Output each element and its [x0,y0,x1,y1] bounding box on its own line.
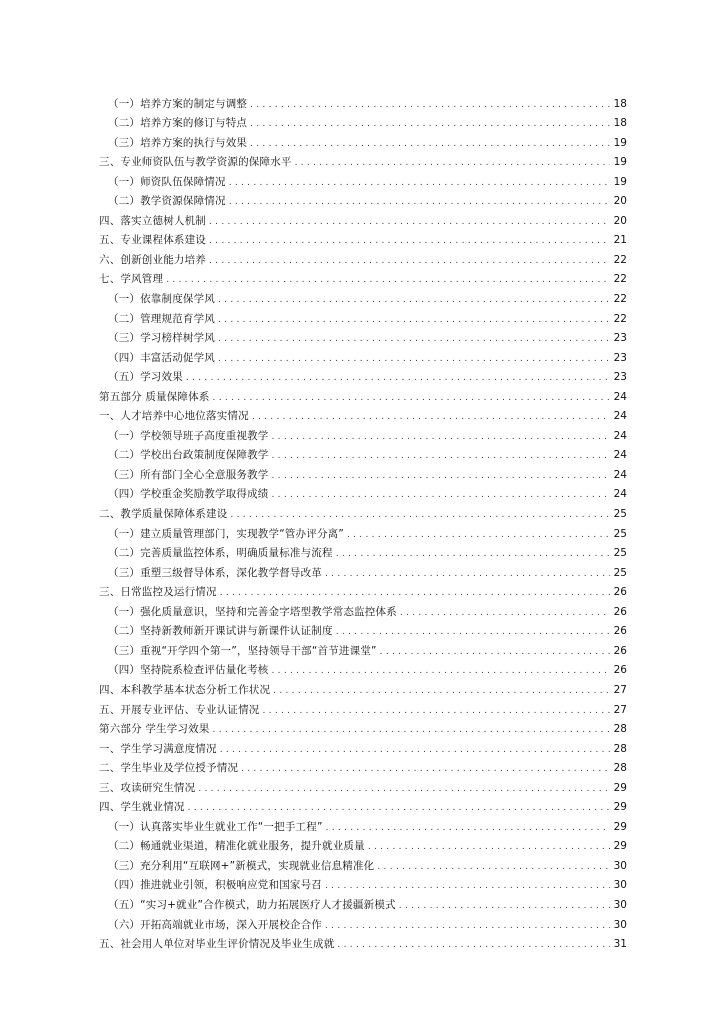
toc-entry[interactable] [99,305,627,325]
toc-entry[interactable] [99,344,627,364]
toc-leader-dots [209,236,610,246]
toc-leader-dots [186,373,610,383]
toc-leader-dots [220,588,610,598]
toc-leader-dots [377,862,610,872]
toc-entry-page-number: 22 [613,312,627,325]
toc-entry-page-number: 26 [613,625,627,638]
toc-entry-title: 五、专业课程体系建设 [99,234,206,247]
toc-entry-title: 三、攻读研究生情况 [99,781,196,794]
toc-entry-title: （三）学习榜样树学风 [108,332,215,345]
toc-entry-page-number: 22 [613,293,627,306]
toc-entry-page-number: 28 [613,723,627,736]
toc-entry[interactable] [99,442,627,462]
toc-entry-title: （三）培养方案的执行与效果 [108,136,248,149]
toc-entry-title: 第六部分 学生学习效果 [99,723,210,736]
toc-leader-dots [380,647,610,657]
toc-entry-title: （二）学校出台政策制度保障教学 [108,449,269,462]
toc-entry-title: （二）坚持新教师新开课试讲与新课件认证制度 [108,625,333,638]
toc-leader-dots [218,354,610,364]
toc-entry-page-number: 22 [613,253,627,266]
toc-entry[interactable] [99,540,627,560]
toc-entry-page-number: 18 [613,97,627,110]
toc-entry[interactable] [99,676,627,696]
toc-entry[interactable] [99,813,627,833]
toc-leader-dots [368,842,610,852]
toc-leader-dots [325,921,610,931]
toc-leader-dots [166,275,610,285]
toc-entry[interactable] [99,598,627,618]
toc-entry-page-number: 24 [613,449,627,462]
toc-entry[interactable] [99,500,627,520]
toc-leader-dots [295,158,610,168]
toc-entry-page-number: 24 [613,468,627,481]
toc-entry-title: （二）完善质量监控体系，明确质量标准与流程 [108,547,333,560]
toc-entry-title: 五、社会用人单位对毕业生评价情况及毕业生成就 [99,938,335,951]
toc-entry-page-number: 20 [613,214,627,227]
toc-entry-page-number: 19 [613,136,627,149]
toc-leader-dots [250,119,610,129]
toc-leader-dots [209,217,610,227]
toc-entry-title: （四）学校重金奖励教学取得成绩 [108,488,269,501]
toc-leader-dots [213,725,610,735]
toc-entry[interactable] [99,207,627,227]
toc-entry-title: 三、日常监控及运行情况 [99,586,217,599]
toc-leader-dots [213,393,610,403]
toc-entry-title: （四）丰富活动促学风 [108,351,215,364]
toc-entry-page-number: 25 [613,508,627,521]
toc-leader-dots [250,139,610,149]
toc-entry[interactable] [99,911,627,931]
toc-entry-page-number: 21 [613,234,627,247]
toc-entry-title: 五、开展专业评估、专业认证情况 [99,703,260,716]
toc-entry-page-number: 26 [613,586,627,599]
toc-entry[interactable] [99,325,627,345]
toc-leader-dots [241,764,610,774]
toc-entry-page-number: 22 [613,273,627,286]
toc-entry[interactable] [99,90,627,110]
toc-leader-dots [188,803,610,813]
toc-leader-dots [337,940,610,950]
toc-leader-dots [272,471,611,481]
toc-leader-dots [229,197,610,207]
toc-leader-dots [218,295,610,305]
toc-entry-title: （二）培养方案的修订与特点 [108,117,248,130]
toc-entry-page-number: 19 [613,156,627,169]
toc-leader-dots [336,549,610,559]
toc-entry[interactable] [99,481,627,501]
toc-entry-page-number: 23 [613,351,627,364]
toc-entry-page-number: 30 [613,859,627,872]
toc-entry[interactable] [99,657,627,677]
toc-entry-title: 六、创新创业能力培养 [99,253,206,266]
toc-entry-title: （六）开拓高端就业市场，深入开展校企合作 [108,918,322,931]
toc-entry[interactable] [99,383,627,403]
toc-entry[interactable] [99,833,627,853]
toc-leader-dots [400,608,610,618]
toc-leader-dots [220,745,610,755]
toc-entry[interactable] [99,168,627,188]
toc-entry[interactable] [99,872,627,892]
toc-entry-title: （一）培养方案的制定与调整 [108,97,248,110]
toc-entry-page-number: 18 [613,117,627,130]
toc-entry[interactable] [99,774,627,794]
toc-entry-page-number: 26 [613,664,627,677]
toc-entry-page-number: 25 [613,527,627,540]
toc-leader-dots [272,451,611,461]
toc-entry[interactable] [99,461,627,481]
toc-leader-dots [325,881,610,891]
toc-entry[interactable] [99,637,627,657]
toc-leader-dots [218,315,610,325]
toc-leader-dots [229,178,610,188]
toc-entry-title: 一、学生学习满意度情况 [99,742,217,755]
toc-entry-title: 四、本科教学基本状态分析工作状况 [99,683,271,696]
toc-entry[interactable] [99,129,627,149]
toc-leader-dots [273,686,610,696]
toc-leader-dots [250,100,610,110]
toc-entry-title: （一）师资队伍保障情况 [108,175,226,188]
toc-entry-page-number: 24 [613,488,627,501]
toc-entry-page-number: 30 [613,898,627,911]
toc-entry[interactable] [99,735,627,755]
toc-leader-dots [347,530,610,540]
toc-entry[interactable] [99,852,627,872]
toc-leader-dots [272,432,611,442]
toc-entry-title: （三）所有部门全心全意服务教学 [108,468,269,481]
toc-leader-dots [230,510,610,520]
toc-entry-title: （二）畅通就业渠道，精准化就业服务，提升就业质量 [108,840,365,853]
toc-entry-page-number: 29 [613,820,627,833]
toc-entry[interactable] [99,422,627,442]
toc-entry-page-number: 28 [613,762,627,775]
toc-entry-page-number: 28 [613,742,627,755]
toc-entry[interactable] [99,110,627,130]
toc-entry-page-number: 25 [613,547,627,560]
toc-leader-dots [218,334,610,344]
toc-leader-dots [209,256,610,266]
toc-entry-page-number: 29 [613,840,627,853]
toc-entry-page-number: 24 [613,410,627,423]
toc-entry-page-number: 31 [613,938,627,951]
toc-entry[interactable] [99,227,627,247]
toc-entry-title: （一）建立质量管理部门，实现教学“管办评分离” [108,527,344,540]
toc-entry-title: （五）学习效果 [108,371,183,384]
toc-entry-title: （一）学校领导班子高度重视教学 [108,429,269,442]
toc-entry-title: （四）推进就业引领，积极响应党和国家号召 [108,879,322,892]
toc-entry[interactable] [99,149,627,169]
toc-entry-title: （一）认真落实毕业生就业工作“一把手工程” [108,820,323,833]
toc-entry-title: （三）充分利用“互联网+”新模式，实现就业信息精准化 [108,859,375,872]
toc-entry[interactable] [99,755,627,775]
toc-entry-page-number: 27 [613,683,627,696]
toc-entry-page-number: 23 [613,371,627,384]
toc-entry-title: （三）重塑三级督导体系，深化教学督导改革 [108,566,322,579]
toc-entry-title: （四）坚持院系检查评估量化考核 [108,664,269,677]
toc-entry[interactable] [99,520,627,540]
toc-leader-dots [325,569,610,579]
toc-entry-title: 二、教学质量保障体系建设 [99,508,228,521]
toc-entry-title: 七、学风管理 [99,273,164,286]
toc-leader-dots [198,784,610,794]
toc-entry-title: （二）管理规范育学风 [108,312,215,325]
toc-entry-page-number: 26 [613,605,627,618]
toc-entry-page-number: 19 [613,175,627,188]
toc-entry-title: 三、专业师资队伍与教学资源的保障水平 [99,156,292,169]
table-of-contents [99,90,627,950]
toc-entry[interactable] [99,246,627,266]
toc-entry-page-number: 25 [613,566,627,579]
toc-entry-title: 四、落实立德树人机制 [99,214,206,227]
toc-entry[interactable] [99,794,627,814]
toc-leader-dots [272,666,611,676]
toc-leader-dots [326,823,610,833]
toc-entry-page-number: 27 [613,703,627,716]
toc-entry-page-number: 30 [613,918,627,931]
toc-leader-dots [272,490,611,500]
toc-entry[interactable] [99,364,627,384]
toc-entry-page-number: 24 [613,429,627,442]
toc-entry-title: （五）“实习+就业”合作模式，助力拓展医疗人才援疆新模式 [108,898,396,911]
toc-leader-dots [399,901,610,911]
toc-entry[interactable] [99,931,627,951]
toc-entry-title: （一）强化质量意识，坚持和完善金字塔型教学常态监控体系 [108,605,397,618]
toc-entry-page-number: 29 [613,801,627,814]
toc-entry-page-number: 30 [613,879,627,892]
toc-entry[interactable] [99,618,627,638]
toc-entry-page-number: 29 [613,781,627,794]
toc-entry-title: （三）重视“开学四个第一”，坚持领导干部“首节进课堂” [108,644,377,657]
toc-entry[interactable] [99,403,627,423]
toc-entry-title: 二、学生毕业及学位授予情况 [99,762,239,775]
toc-entry[interactable] [99,559,627,579]
toc-leader-dots [336,627,610,637]
toc-entry[interactable] [99,266,627,286]
toc-entry-page-number: 24 [613,390,627,403]
toc-entry-title: 四、学生就业情况 [99,801,185,814]
toc-entry-page-number: 26 [613,644,627,657]
toc-leader-dots [252,412,610,422]
toc-leader-dots [263,706,611,716]
toc-entry-page-number: 23 [613,332,627,345]
toc-entry[interactable] [99,891,627,911]
toc-entry[interactable] [99,716,627,736]
toc-entry-title: （一）依靠制度保学风 [108,293,215,306]
toc-entry-title: 一、人才培养中心地位落实情况 [99,410,249,423]
toc-entry-page-number: 20 [613,195,627,208]
toc-entry[interactable] [99,285,627,305]
toc-entry[interactable] [99,579,627,599]
toc-entry[interactable] [99,188,627,208]
toc-entry-title: （二）教学资源保障情况 [108,195,226,208]
toc-entry-title: 第五部分 质量保障体系 [99,390,210,403]
toc-entry[interactable] [99,696,627,716]
